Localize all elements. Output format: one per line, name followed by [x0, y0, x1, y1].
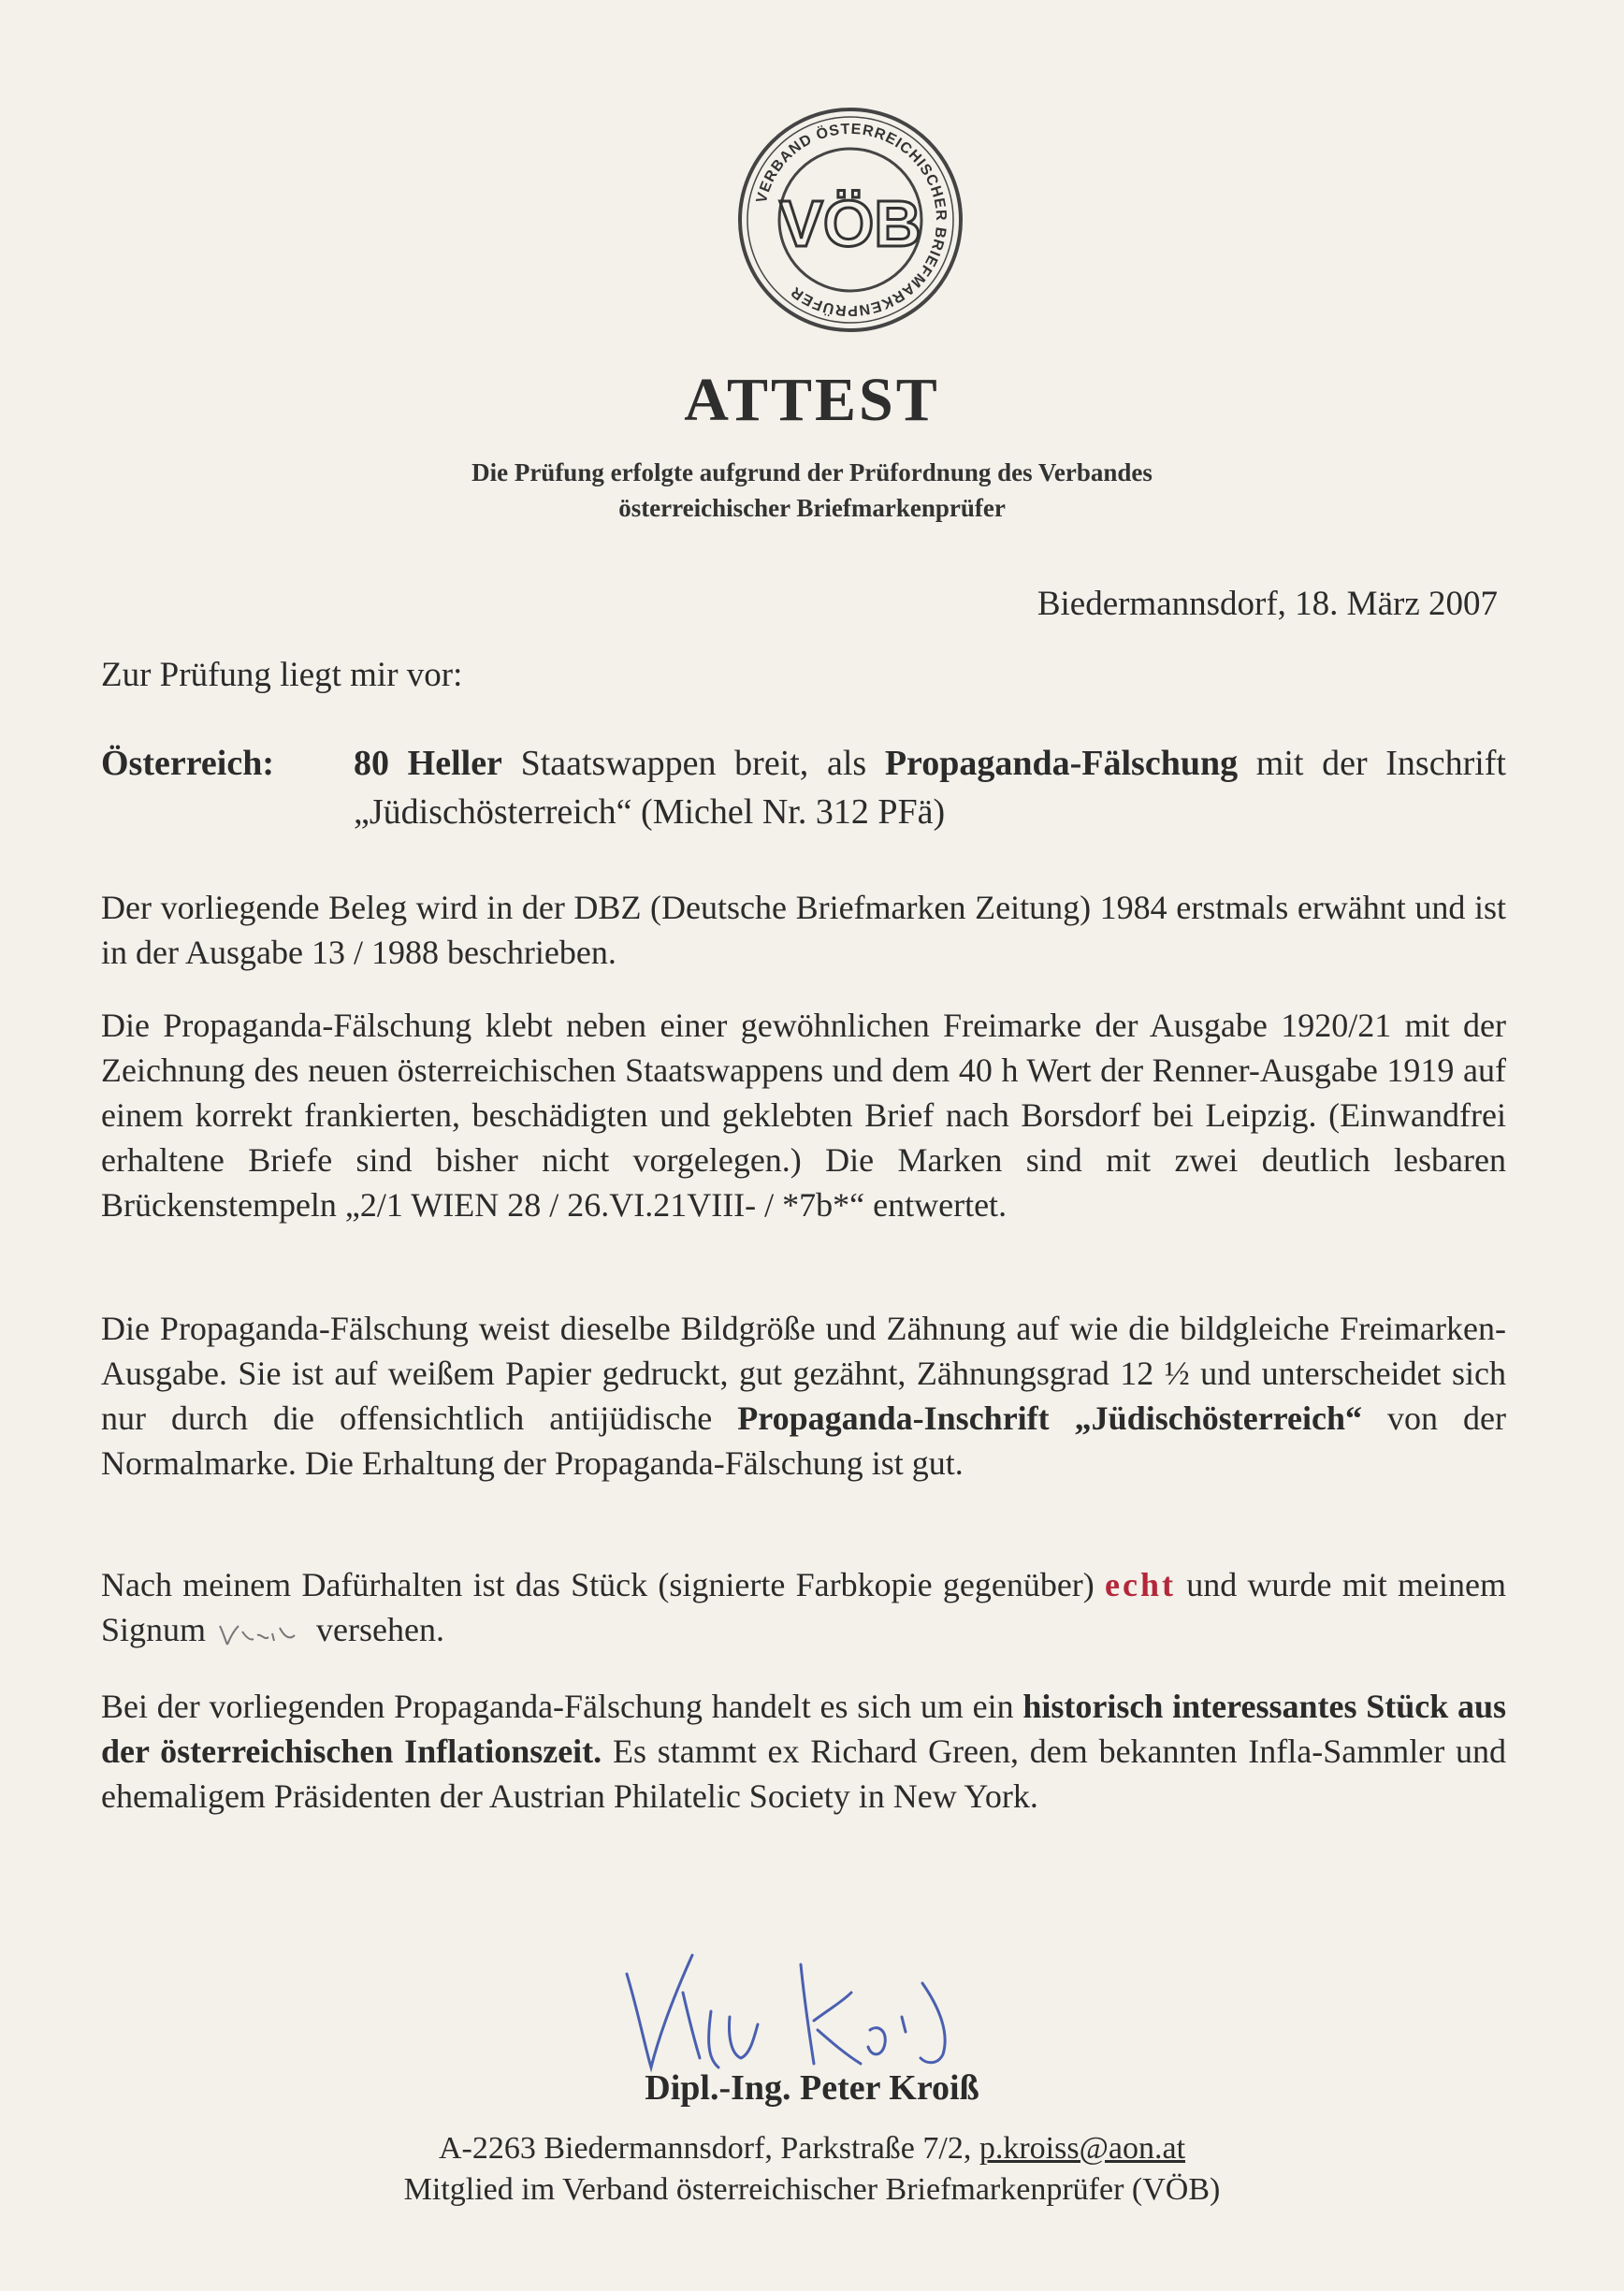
date-line: Biedermannsdorf, 18. März 2007 — [1037, 585, 1498, 623]
email-link[interactable]: p.kroiss@aon.at — [979, 2131, 1186, 2166]
paragraph-1: Der vorliegende Beleg wird in der DBZ (Deutsche Briefmarken Zeitung) 1984 erstmals erwähnt und ist in der Ausgabe 13 / 1988 beschrieben. — [101, 889, 1506, 971]
document-title: ATTEST — [684, 366, 940, 434]
echt-verdict: echt — [1105, 1566, 1177, 1603]
signatory-name: Dipl.-Ing. Peter Kroiß — [645, 2068, 979, 2108]
item-country: Österreich: — [101, 744, 274, 783]
paragraph-3: Die Propaganda-Fälschung weist dieselbe Bildgröße und Zähnung auf wie die bildgleiche Freimarken-Ausgabe. Sie ist auf weißem Papier gedruckt, gut gezähnt, Zähnungsgrad 12 ½ und unterscheidet sich nur durch die offensichtlich antijüdische Propaganda-Inschrift „Jüdischösterreich“ von der Normalmarke. Die Erhaltung der Propaganda-Fälschung ist gut. — [101, 1310, 1507, 1482]
voeb-seal — [736, 106, 964, 334]
svg-text:VÖB: VÖB — [779, 187, 921, 260]
intro-line: Zur Prüfung liegt mir vor: — [101, 656, 463, 694]
document-subtitle: Die Prüfung erfolgte aufgrund der Prüfordnung des Verbandes österreichischer Briefmarkenprüfer — [471, 458, 1153, 522]
handwritten-signature — [617, 1927, 1029, 2077]
item-type: Propaganda-Fälschung — [884, 744, 1239, 783]
signatory-address: A-2263 Biedermannsdorf, Parkstraße 7/2, p.kroiss@aon.at Mitglied im Verband österreichischer Briefmarkenprüfer (VÖB) — [0, 2128, 1624, 2211]
svg-text:VERBAND ÖSTERREICHISCHER BRIEF: VERBAND ÖSTERREICHISCHER BRIEFMARKENPRÜFER — [753, 121, 950, 319]
item-value: 80 Heller — [354, 744, 502, 783]
paragraph-4: Nach meinem Dafürhalten ist das Stück (signierte Farbkopie gegenüber) echt und wurde mit meinem Signum versehen. — [101, 1566, 1507, 1648]
membership-line: Mitglied im Verband österreichischer Briefmarkenprüfer (VÖB) — [403, 2172, 1221, 2207]
paragraph-2: Die Propaganda-Fälschung klebt neben einer gewöhnlichen Freimarke der Ausgabe 1920/21 mit der Zeichnung des neuen österreichischen Staatswappens und dem 40 h Wert der Renner-Ausgabe 1919 auf einem korrekt frankierten, beschädigten und geklebten Brief nach Borsdorf bei Leipzig. (Einwandfrei erhaltene Briefe sind bisher nicht vorgelegen.) Die Marken sind mit zwei deutlich lesbaren Brückenstempeln „2/1 WIEN 28 / 26.VI.21VIII- / *7b*“ entwertet. — [101, 1007, 1506, 1224]
paragraph-5: Bei der vorliegenden Propaganda-Fälschung handelt es sich um ein historisch interessantes Stück aus der österreichischen Inflationszeit. Es stammt ex Richard Green, dem bekannten Infla-Sammler und ehemaligem Präsidenten der Austrian Philatelic Society in New York. — [101, 1688, 1507, 1815]
item-description: Österreich: 80 Heller Staatswappen breit, als Propaganda-Fälschung mit der Inschrift „Jüdischösterreich“ (Michel Nr. 312 PFä) — [101, 739, 1506, 836]
signum-mark — [214, 1617, 308, 1650]
